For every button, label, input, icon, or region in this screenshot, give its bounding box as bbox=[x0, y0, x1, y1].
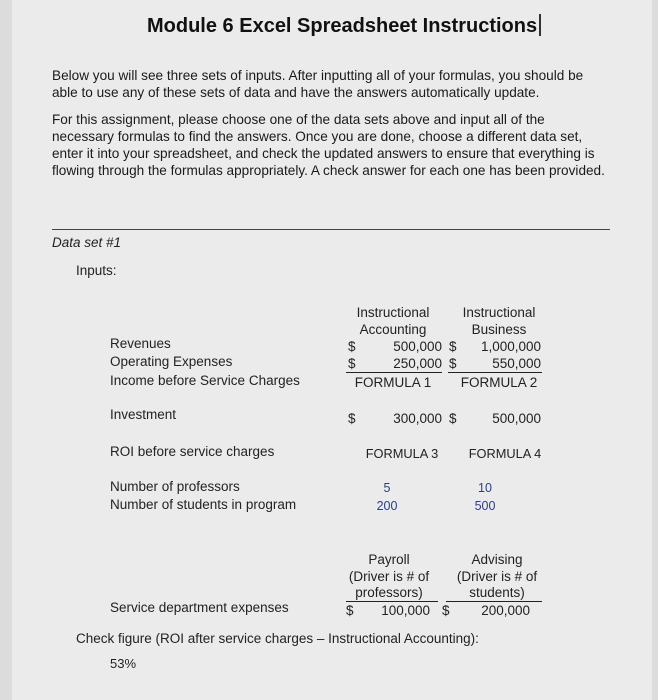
inputs-label: Inputs: bbox=[76, 263, 117, 278]
column-header-line: Accounting bbox=[359, 322, 427, 337]
currency-sign: $ bbox=[442, 603, 450, 618]
document-page bbox=[12, 0, 652, 700]
column-header-line: Business bbox=[471, 322, 527, 337]
cell-roi-accounting: FORMULA 3 bbox=[365, 446, 439, 461]
cell-value: 300,000 bbox=[393, 411, 442, 426]
cell-roi-business: FORMULA 4 bbox=[468, 446, 542, 461]
currency-sign: $ bbox=[348, 356, 356, 371]
header-underline bbox=[446, 601, 542, 602]
section-divider bbox=[52, 229, 610, 230]
cell-students-business: 500 bbox=[474, 499, 496, 513]
row-label-investment: Investment bbox=[110, 407, 177, 422]
currency-sign: $ bbox=[449, 411, 457, 426]
cell-students-accounting: 200 bbox=[376, 499, 398, 513]
intro-paragraph: Below you will see three sets of inputs. After inputting all of your formulas, you should be able to use any of these sets of data and have the answers automatically update. bbox=[52, 68, 584, 100]
row-label-revenues: Revenues bbox=[110, 336, 171, 351]
currency-sign: $ bbox=[449, 339, 457, 354]
advising-header bbox=[442, 552, 552, 602]
row-label-income-before: Income before Service Charges bbox=[110, 373, 300, 388]
cell-value: 200,000 bbox=[481, 603, 530, 618]
header-underline bbox=[346, 601, 438, 602]
currency-sign: $ bbox=[348, 339, 356, 354]
column-header-accounting bbox=[343, 304, 443, 338]
cell-value: 500,000 bbox=[492, 411, 541, 426]
cell-professors-business: 10 bbox=[478, 481, 492, 495]
row-label-professors: Number of professors bbox=[110, 479, 240, 494]
advising-header-line: students) bbox=[469, 585, 525, 600]
row-label-roi-before: ROI before service charges bbox=[110, 444, 275, 459]
cell-value: 550,000 bbox=[492, 356, 541, 371]
cell-value: 250,000 bbox=[393, 356, 442, 371]
cell-value: 500,000 bbox=[393, 339, 442, 354]
check-figure-label: Check figure (ROI after service charges – Instructional Accounting): bbox=[76, 631, 479, 646]
currency-sign: $ bbox=[348, 411, 356, 426]
assignment-paragraph: For this assignment, please choose one of the data sets above and input all of the necessary formulas to find the answers. Once you are done, choose a different data set, enter it into your spreadsheet, and check the updated answers to ensure that everything is flowing through the formulas appropriately. A check answer for each one has been provided. bbox=[52, 112, 605, 178]
column-header-line: Instructional bbox=[356, 305, 430, 320]
subtotal-underline bbox=[448, 372, 542, 373]
payroll-header bbox=[338, 552, 440, 602]
page-title: Module 6 Excel Spreadsheet Instructions bbox=[147, 14, 541, 38]
column-header-business bbox=[446, 304, 552, 338]
row-label-students: Number of students in program bbox=[110, 497, 297, 512]
currency-sign: $ bbox=[449, 356, 457, 371]
currency-sign: $ bbox=[346, 603, 354, 618]
cell-professors-accounting: 5 bbox=[383, 481, 391, 495]
payroll-header-line: professors) bbox=[355, 585, 423, 600]
subtotal-underline bbox=[346, 372, 442, 373]
row-label-operating-expenses: Operating Expenses bbox=[110, 354, 233, 369]
cell-income-business: FORMULA 2 bbox=[460, 375, 538, 390]
column-header-line: Instructional bbox=[462, 305, 536, 320]
payroll-header-line: Payroll bbox=[368, 552, 410, 567]
advising-header-line: Advising bbox=[471, 552, 523, 567]
cell-value: 100,000 bbox=[381, 603, 430, 618]
text-cursor bbox=[539, 14, 541, 36]
advising-header-line: (Driver is # of bbox=[456, 568, 538, 584]
cell-value: 1,000,000 bbox=[480, 339, 541, 354]
payroll-header-line: (Driver is # of bbox=[348, 568, 430, 584]
check-figure-value: 53% bbox=[110, 656, 137, 671]
cell-income-accounting: FORMULA 1 bbox=[354, 375, 432, 390]
dataset-label: Data set #1 bbox=[52, 235, 122, 250]
row-label-service-expenses: Service department expenses bbox=[110, 600, 289, 615]
